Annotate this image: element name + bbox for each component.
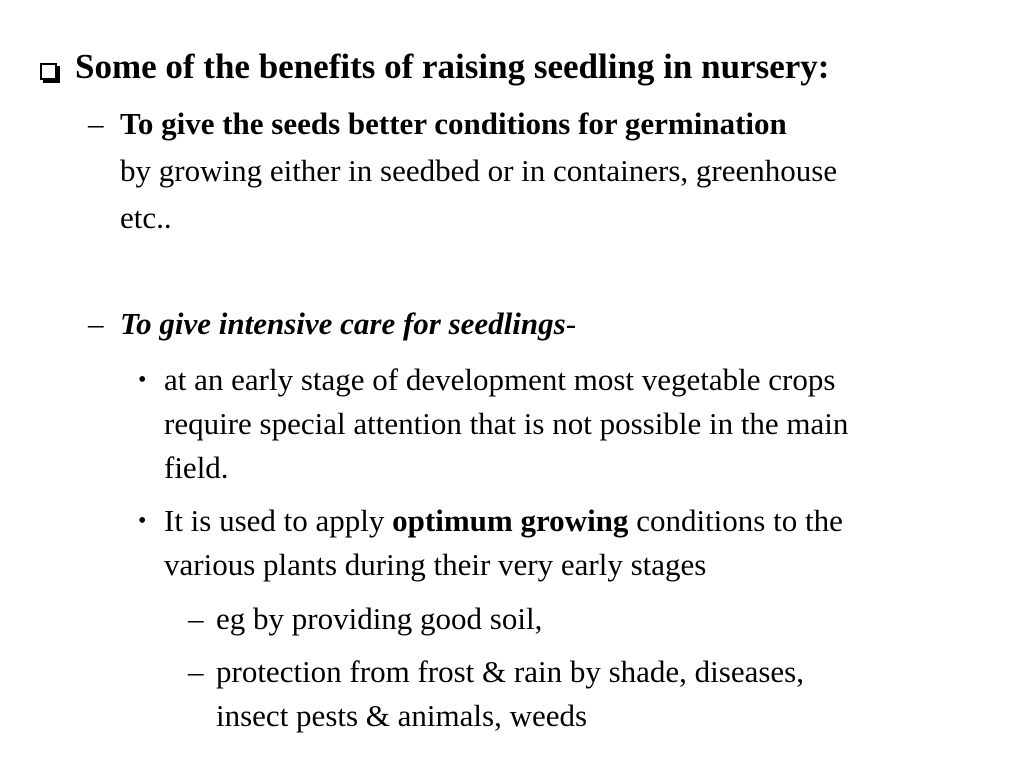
bullet2-line1 [164,505,843,536]
subitem2-line1: protection from frost & rain by shade, diseases, [216,654,804,689]
point2-title-italic: To give intensive care for seedlings [120,306,566,341]
dash-bullet-icon: – [88,106,104,141]
bullet1-line3: field. [164,450,229,485]
subitem2-line2: insect pests & animals, weeds [216,698,588,733]
bullet1-line1: at an early stage of development most vegetable crops [164,362,836,397]
point2-title-suffix: - [565,306,577,341]
point2-title [120,308,576,339]
subitem1-line1: eg by providing good soil, [216,601,543,636]
point1-line3: etc.. [120,200,172,235]
bullet2-suffix: conditions to the [628,503,843,538]
dash-bullet-icon: – [88,306,104,341]
bullet1-line2: require special attention that is not possible in the main [164,406,849,441]
bullet2-line2: various plants during their very early stages [164,547,707,582]
checkbox-bullet-icon [40,63,57,80]
dash-bullet-icon: – [188,654,204,689]
point1-line2: by growing either in seedbed or in containers, greenhouse [120,153,838,188]
bullet2-bold: optimum growing [392,503,629,538]
dash-bullet-icon: – [188,601,204,636]
bullet2-prefix: It is used to apply [164,503,393,538]
slide-heading: Some of the benefits of raising seedling in nursery: [75,47,830,86]
point1-title: To give the seeds better conditions for germination [120,106,787,141]
dot-bullet-icon: • [138,367,147,393]
dot-bullet-icon: • [138,508,147,534]
